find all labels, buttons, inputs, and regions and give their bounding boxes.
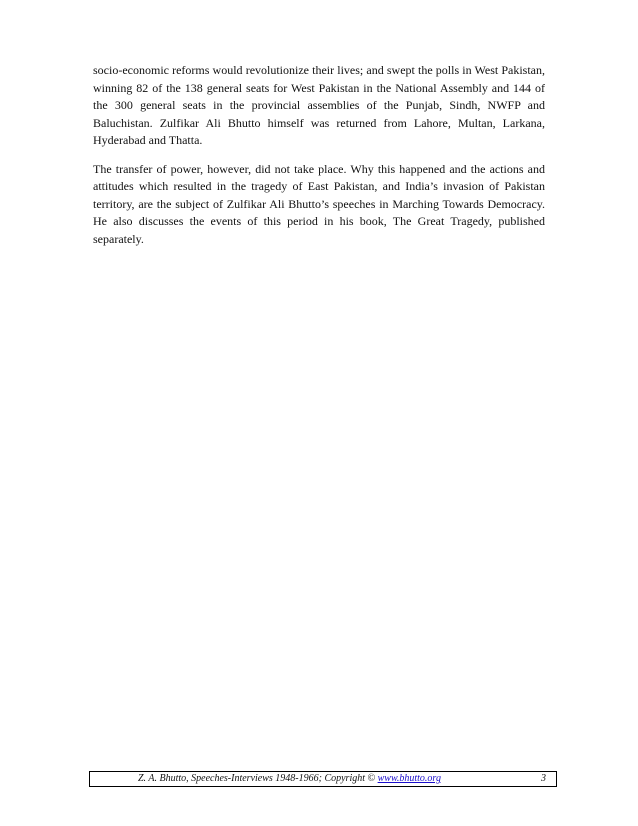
page-number: 3	[541, 773, 546, 784]
page-footer	[89, 771, 557, 787]
page-body	[93, 62, 545, 259]
body-paragraph-1: socio-economic reforms would revolutionize their lives; and swept the polls in West Pakistan, winning 82 of the 138 general seats for West Pakistan in the National Assembly and 144 of the 300 general seats in the provincial assemblies of the Punjab, Sindh, NWFP and Baluchistan. Zulfikar Ali Bhutto himself was returned from Lahore, Multan, Larkana, Hyderabad and Thatta.	[93, 63, 545, 147]
footer-copyright-text: Z. A. Bhutto, Speeches-Interviews 1948-1966; Copyright ©	[138, 773, 378, 784]
body-paragraph-2: The transfer of power, however, did not take place. Why this happened and the actions and attitudes which resulted in the tragedy of East Pakistan, and India’s invasion of Pakistan territory, are the subject of Zulfikar Ali Bhutto’s speeches in Marching Towards Democracy. He also discusses the events of this period in his book, The Great Tragedy, published separately.	[93, 161, 545, 246]
footer-citation	[138, 773, 441, 784]
footer-website-link[interactable]: www.bhutto.org	[377, 773, 441, 784]
